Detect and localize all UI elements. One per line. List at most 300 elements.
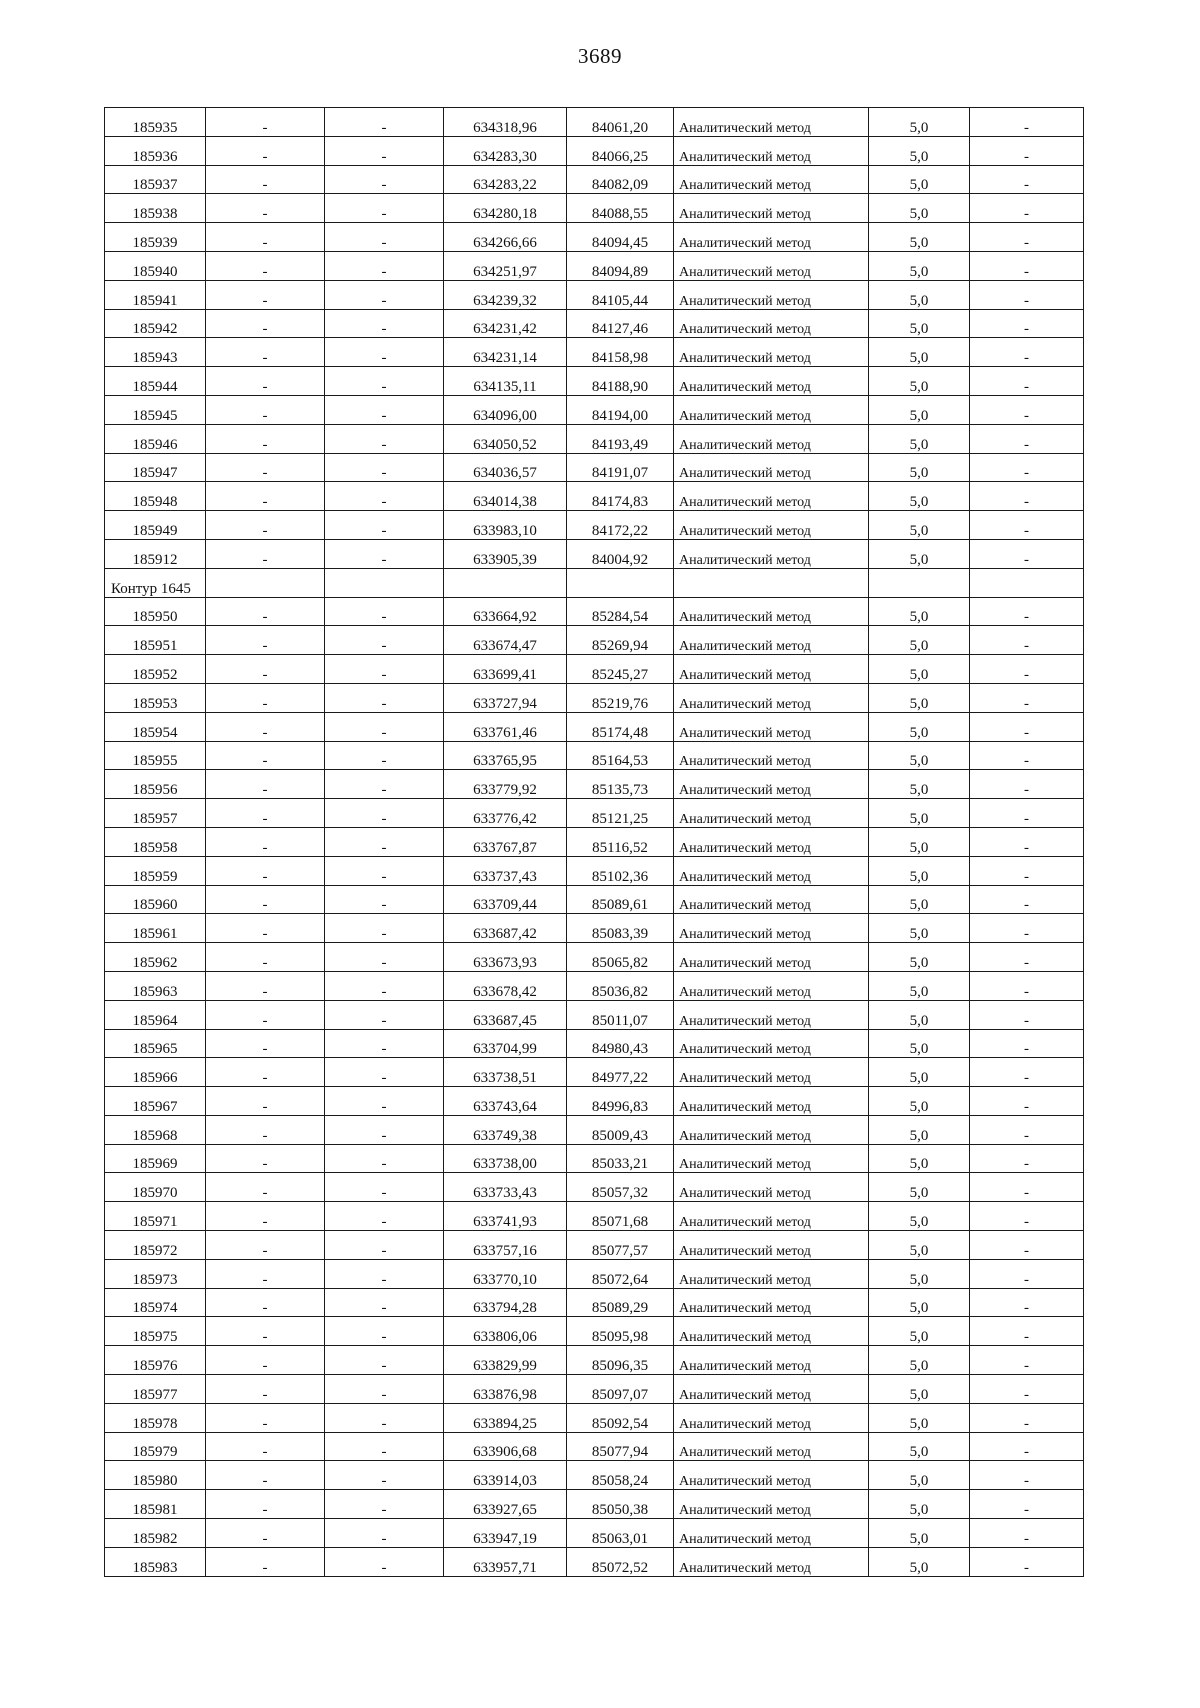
dash-cell: - [206,1087,325,1116]
y-coordinate-cell: 85121,25 [567,799,674,828]
dash-cell: - [325,712,444,741]
y-coordinate-cell: 85011,07 [567,1000,674,1029]
point-number-cell: 185966 [105,1058,206,1087]
empty-cell [970,568,1084,597]
x-coordinate-cell: 634135,11 [444,367,567,396]
accuracy-cell: 5,0 [869,1144,970,1173]
x-coordinate-cell: 633957,71 [444,1547,567,1576]
dash-cell: - [206,1375,325,1404]
table-row [105,597,1084,626]
dash-cell: - [325,971,444,1000]
x-coordinate-cell: 634096,00 [444,395,567,424]
dash-cell: - [206,1490,325,1519]
dash-cell: - [970,1173,1084,1202]
x-coordinate-cell: 634318,96 [444,108,567,137]
dash-cell: - [325,539,444,568]
dash-cell: - [325,1259,444,1288]
dash-cell: - [325,856,444,885]
x-coordinate-cell: 633674,47 [444,626,567,655]
table-row [105,741,1084,770]
dash-cell: - [970,338,1084,367]
dash-cell: - [206,655,325,684]
dash-cell: - [970,108,1084,137]
method-cell: Аналитический метод [674,1288,869,1317]
x-coordinate-cell: 633927,65 [444,1490,567,1519]
y-coordinate-cell: 85135,73 [567,770,674,799]
dash-cell: - [970,453,1084,482]
dash-cell: - [206,1231,325,1260]
table-row [105,424,1084,453]
point-number-cell: 185968 [105,1115,206,1144]
dash-cell: - [325,194,444,223]
dash-cell: - [325,1144,444,1173]
dash-cell: - [970,597,1084,626]
dash-cell: - [970,424,1084,453]
dash-cell: - [970,827,1084,856]
method-cell: Аналитический метод [674,1317,869,1346]
dash-cell: - [206,194,325,223]
y-coordinate-cell: 85219,76 [567,683,674,712]
x-coordinate-cell: 633733,43 [444,1173,567,1202]
accuracy-cell: 5,0 [869,194,970,223]
dash-cell: - [970,885,1084,914]
method-cell: Аналитический метод [674,165,869,194]
dash-cell: - [325,1432,444,1461]
x-coordinate-cell: 634283,22 [444,165,567,194]
coordinates-table [104,107,1084,1577]
x-coordinate-cell: 633757,16 [444,1231,567,1260]
accuracy-cell: 5,0 [869,683,970,712]
y-coordinate-cell: 85089,29 [567,1288,674,1317]
dash-cell: - [970,1000,1084,1029]
point-number-cell: 185949 [105,511,206,540]
y-coordinate-cell: 84066,25 [567,136,674,165]
point-number-cell: 185941 [105,280,206,309]
point-number-cell: 185962 [105,943,206,972]
method-cell: Аналитический метод [674,136,869,165]
x-coordinate-cell: 633704,99 [444,1029,567,1058]
y-coordinate-cell: 84088,55 [567,194,674,223]
empty-cell [567,568,674,597]
dash-cell: - [325,1087,444,1116]
x-coordinate-cell: 633829,99 [444,1346,567,1375]
table-row [105,1231,1084,1260]
accuracy-cell: 5,0 [869,453,970,482]
dash-cell: - [206,1058,325,1087]
empty-cell [206,568,325,597]
accuracy-cell: 5,0 [869,1432,970,1461]
dash-cell: - [206,309,325,338]
dash-cell: - [325,655,444,684]
method-cell: Аналитический метод [674,1202,869,1231]
point-number-cell: 185955 [105,741,206,770]
dash-cell: - [206,683,325,712]
method-cell: Аналитический метод [674,1058,869,1087]
x-coordinate-cell: 633687,42 [444,914,567,943]
accuracy-cell: 5,0 [869,1519,970,1548]
dash-cell: - [970,856,1084,885]
x-coordinate-cell: 633776,42 [444,799,567,828]
accuracy-cell: 5,0 [869,770,970,799]
dash-cell: - [325,309,444,338]
x-coordinate-cell: 633767,87 [444,827,567,856]
dash-cell: - [206,395,325,424]
y-coordinate-cell: 84082,09 [567,165,674,194]
table-row [105,395,1084,424]
contour-header-row [105,568,1084,597]
dash-cell: - [206,1288,325,1317]
table-row [105,1432,1084,1461]
y-coordinate-cell: 85116,52 [567,827,674,856]
method-cell: Аналитический метод [674,1173,869,1202]
dash-cell: - [325,885,444,914]
y-coordinate-cell: 85036,82 [567,971,674,1000]
dash-cell: - [206,943,325,972]
accuracy-cell: 5,0 [869,885,970,914]
dash-cell: - [206,799,325,828]
point-number-cell: 185982 [105,1519,206,1548]
contour-label: Контур 1645 [105,568,206,597]
method-cell: Аналитический метод [674,1259,869,1288]
table-row [105,1288,1084,1317]
dash-cell: - [206,1144,325,1173]
dash-cell: - [970,165,1084,194]
dash-cell: - [206,136,325,165]
point-number-cell: 185912 [105,539,206,568]
point-number-cell: 185938 [105,194,206,223]
accuracy-cell: 5,0 [869,626,970,655]
y-coordinate-cell: 85065,82 [567,943,674,972]
point-number-cell: 185935 [105,108,206,137]
table-row [105,223,1084,252]
method-cell: Аналитический метод [674,943,869,972]
y-coordinate-cell: 84158,98 [567,338,674,367]
dash-cell: - [325,1173,444,1202]
accuracy-cell: 5,0 [869,1547,970,1576]
method-cell: Аналитический метод [674,799,869,828]
accuracy-cell: 5,0 [869,1173,970,1202]
point-number-cell: 185959 [105,856,206,885]
dash-cell: - [325,1000,444,1029]
x-coordinate-cell: 634036,57 [444,453,567,482]
dash-cell: - [970,1490,1084,1519]
x-coordinate-cell: 633906,68 [444,1432,567,1461]
point-number-cell: 185969 [105,1144,206,1173]
dash-cell: - [970,194,1084,223]
dash-cell: - [970,1202,1084,1231]
table-row [105,712,1084,741]
dash-cell: - [206,1519,325,1548]
x-coordinate-cell: 633687,45 [444,1000,567,1029]
accuracy-cell: 5,0 [869,914,970,943]
x-coordinate-cell: 633905,39 [444,539,567,568]
dash-cell: - [970,1432,1084,1461]
method-cell: Аналитический метод [674,1115,869,1144]
y-coordinate-cell: 84172,22 [567,511,674,540]
point-number-cell: 185948 [105,482,206,511]
method-cell: Аналитический метод [674,885,869,914]
method-cell: Аналитический метод [674,1087,869,1116]
y-coordinate-cell: 85164,53 [567,741,674,770]
method-cell: Аналитический метод [674,194,869,223]
table-row [105,1173,1084,1202]
point-number-cell: 185961 [105,914,206,943]
table-row [105,367,1084,396]
accuracy-cell: 5,0 [869,943,970,972]
accuracy-cell: 5,0 [869,971,970,1000]
dash-cell: - [206,1547,325,1576]
dash-cell: - [206,1346,325,1375]
dash-cell: - [970,1519,1084,1548]
x-coordinate-cell: 633794,28 [444,1288,567,1317]
dash-cell: - [206,827,325,856]
y-coordinate-cell: 85072,52 [567,1547,674,1576]
dash-cell: - [325,1029,444,1058]
dash-cell: - [325,395,444,424]
method-cell: Аналитический метод [674,424,869,453]
dash-cell: - [970,280,1084,309]
dash-cell: - [970,683,1084,712]
table-row [105,1029,1084,1058]
dash-cell: - [325,597,444,626]
dash-cell: - [325,1547,444,1576]
accuracy-cell: 5,0 [869,280,970,309]
dash-cell: - [325,1317,444,1346]
dash-cell: - [206,1173,325,1202]
dash-cell: - [325,827,444,856]
accuracy-cell: 5,0 [869,1029,970,1058]
empty-cell [869,568,970,597]
accuracy-cell: 5,0 [869,1231,970,1260]
dash-cell: - [970,770,1084,799]
table-row [105,914,1084,943]
x-coordinate-cell: 633738,00 [444,1144,567,1173]
empty-cell [444,568,567,597]
x-coordinate-cell: 634014,38 [444,482,567,511]
accuracy-cell: 5,0 [869,712,970,741]
method-cell: Аналитический метод [674,338,869,367]
dash-cell: - [325,338,444,367]
x-coordinate-cell: 634231,42 [444,309,567,338]
x-coordinate-cell: 634231,14 [444,338,567,367]
method-cell: Аналитический метод [674,856,869,885]
method-cell: Аналитический метод [674,482,869,511]
dash-cell: - [970,1087,1084,1116]
dash-cell: - [970,626,1084,655]
y-coordinate-cell: 85050,38 [567,1490,674,1519]
dash-cell: - [206,108,325,137]
y-coordinate-cell: 85077,94 [567,1432,674,1461]
dash-cell: - [970,136,1084,165]
point-number-cell: 185946 [105,424,206,453]
accuracy-cell: 5,0 [869,655,970,684]
method-cell: Аналитический метод [674,223,869,252]
point-number-cell: 185973 [105,1259,206,1288]
point-number-cell: 185945 [105,395,206,424]
dash-cell: - [325,1403,444,1432]
x-coordinate-cell: 634280,18 [444,194,567,223]
point-number-cell: 185936 [105,136,206,165]
table-row [105,655,1084,684]
method-cell: Аналитический метод [674,914,869,943]
y-coordinate-cell: 85009,43 [567,1115,674,1144]
x-coordinate-cell: 633673,93 [444,943,567,972]
y-coordinate-cell: 84061,20 [567,108,674,137]
point-number-cell: 185977 [105,1375,206,1404]
dash-cell: - [325,741,444,770]
accuracy-cell: 5,0 [869,1403,970,1432]
method-cell: Аналитический метод [674,655,869,684]
dash-cell: - [206,1202,325,1231]
dash-cell: - [325,511,444,540]
point-number-cell: 185951 [105,626,206,655]
x-coordinate-cell: 633983,10 [444,511,567,540]
accuracy-cell: 5,0 [869,309,970,338]
y-coordinate-cell: 85174,48 [567,712,674,741]
method-cell: Аналитический метод [674,1375,869,1404]
table-row [105,1346,1084,1375]
dash-cell: - [206,741,325,770]
table-row [105,482,1084,511]
x-coordinate-cell: 634050,52 [444,424,567,453]
dash-cell: - [206,1115,325,1144]
dash-cell: - [206,1461,325,1490]
accuracy-cell: 5,0 [869,1259,970,1288]
dash-cell: - [206,539,325,568]
dash-cell: - [325,1288,444,1317]
table-row [105,309,1084,338]
method-cell: Аналитический метод [674,251,869,280]
y-coordinate-cell: 84094,89 [567,251,674,280]
dash-cell: - [206,885,325,914]
table-row [105,108,1084,137]
accuracy-cell: 5,0 [869,108,970,137]
method-cell: Аналитический метод [674,1490,869,1519]
dash-cell: - [970,971,1084,1000]
dash-cell: - [206,482,325,511]
dash-cell: - [970,1547,1084,1576]
accuracy-cell: 5,0 [869,856,970,885]
dash-cell: - [970,1375,1084,1404]
x-coordinate-cell: 633737,43 [444,856,567,885]
x-coordinate-cell: 633727,94 [444,683,567,712]
table-row [105,943,1084,972]
dash-cell: - [970,1317,1084,1346]
y-coordinate-cell: 85057,32 [567,1173,674,1202]
table-row [105,1375,1084,1404]
dash-cell: - [970,712,1084,741]
y-coordinate-cell: 85063,01 [567,1519,674,1548]
method-cell: Аналитический метод [674,712,869,741]
table-row [105,1461,1084,1490]
accuracy-cell: 5,0 [869,1202,970,1231]
accuracy-cell: 5,0 [869,1317,970,1346]
table-row [105,1490,1084,1519]
table-row [105,856,1084,885]
table-row [105,1144,1084,1173]
table-row [105,251,1084,280]
y-coordinate-cell: 85077,57 [567,1231,674,1260]
accuracy-cell: 5,0 [869,1087,970,1116]
x-coordinate-cell: 633743,64 [444,1087,567,1116]
point-number-cell: 185964 [105,1000,206,1029]
method-cell: Аналитический метод [674,597,869,626]
y-coordinate-cell: 85284,54 [567,597,674,626]
table-row [105,1317,1084,1346]
y-coordinate-cell: 85102,36 [567,856,674,885]
method-cell: Аналитический метод [674,453,869,482]
dash-cell: - [206,856,325,885]
accuracy-cell: 5,0 [869,1058,970,1087]
point-number-cell: 185957 [105,799,206,828]
dash-cell: - [970,367,1084,396]
dash-cell: - [970,539,1084,568]
x-coordinate-cell: 633741,93 [444,1202,567,1231]
point-number-cell: 185940 [105,251,206,280]
y-coordinate-cell: 85245,27 [567,655,674,684]
dash-cell: - [206,367,325,396]
dash-cell: - [325,367,444,396]
table-row [105,885,1084,914]
point-number-cell: 185979 [105,1432,206,1461]
accuracy-cell: 5,0 [869,539,970,568]
point-number-cell: 185970 [105,1173,206,1202]
table-row [105,1115,1084,1144]
table-body [105,108,1084,1577]
dash-cell: - [970,943,1084,972]
dash-cell: - [206,338,325,367]
table-row [105,1259,1084,1288]
point-number-cell: 185976 [105,1346,206,1375]
dash-cell: - [970,1461,1084,1490]
dash-cell: - [325,1202,444,1231]
point-number-cell: 185971 [105,1202,206,1231]
table-row [105,453,1084,482]
dash-cell: - [206,1317,325,1346]
accuracy-cell: 5,0 [869,1288,970,1317]
accuracy-cell: 5,0 [869,136,970,165]
dash-cell: - [325,943,444,972]
method-cell: Аналитический метод [674,511,869,540]
dash-cell: - [325,626,444,655]
empty-cell [325,568,444,597]
dash-cell: - [325,482,444,511]
x-coordinate-cell: 633699,41 [444,655,567,684]
point-number-cell: 185958 [105,827,206,856]
dash-cell: - [970,741,1084,770]
dash-cell: - [206,914,325,943]
accuracy-cell: 5,0 [869,597,970,626]
y-coordinate-cell: 85058,24 [567,1461,674,1490]
dash-cell: - [325,108,444,137]
table-row [105,338,1084,367]
method-cell: Аналитический метод [674,770,869,799]
point-number-cell: 185978 [105,1403,206,1432]
dash-cell: - [970,799,1084,828]
point-number-cell: 185953 [105,683,206,712]
dash-cell: - [970,511,1084,540]
dash-cell: - [325,1058,444,1087]
method-cell: Аналитический метод [674,108,869,137]
y-coordinate-cell: 85033,21 [567,1144,674,1173]
dash-cell: - [206,424,325,453]
x-coordinate-cell: 633709,44 [444,885,567,914]
dash-cell: - [325,165,444,194]
dash-cell: - [206,626,325,655]
x-coordinate-cell: 633806,06 [444,1317,567,1346]
y-coordinate-cell: 84194,00 [567,395,674,424]
point-number-cell: 185975 [105,1317,206,1346]
